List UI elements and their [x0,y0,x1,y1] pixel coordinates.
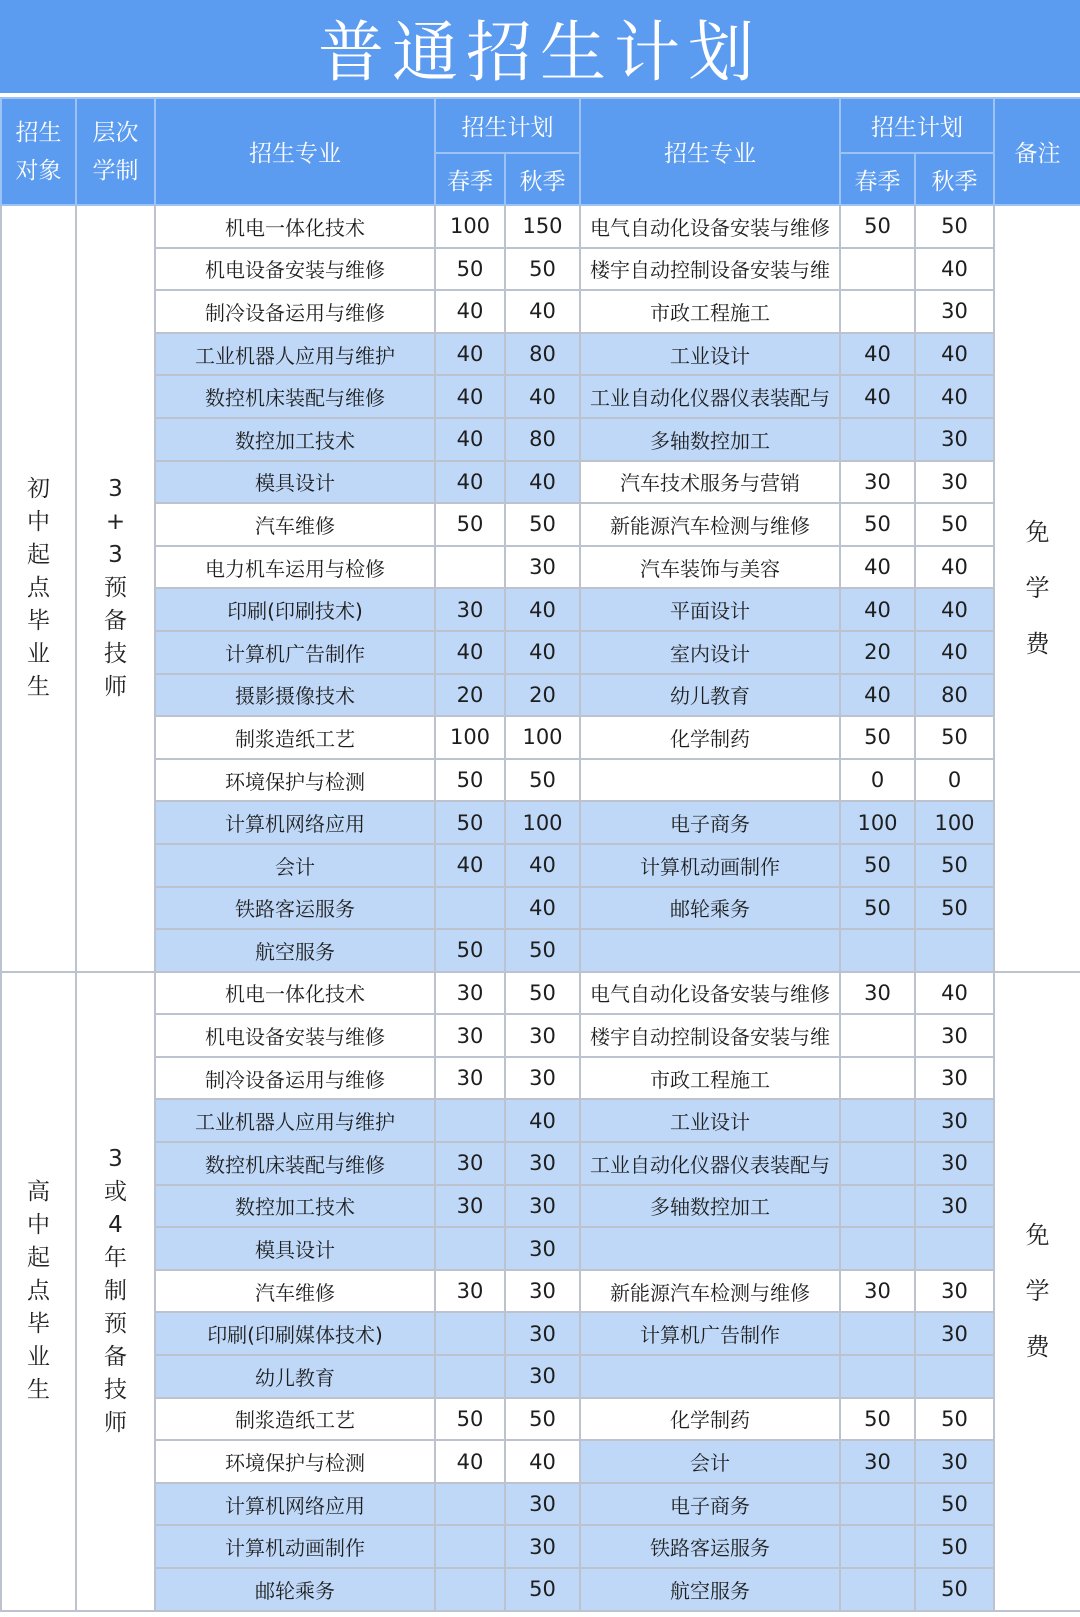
right-spring-cell: 0 [840,759,915,802]
right-major-cell: 楼宇自动控制设备安装与维 [580,248,840,291]
right-major-cell: 楼宇自动控制设备安装与维 [580,1014,840,1057]
left-spring-cell [435,1355,505,1398]
right-major-cell: 市政工程施工 [580,1057,840,1100]
left-major-cell: 汽车维修 [155,503,435,546]
right-major-cell: 平面设计 [580,588,840,631]
right-major-cell: 会计 [580,1440,840,1483]
left-spring-cell: 30 [435,1142,505,1185]
table-row [1,418,1080,461]
right-spring-cell: 50 [840,503,915,546]
left-major-cell: 模具设计 [155,461,435,504]
left-major-cell: 印刷(印刷技术) [155,588,435,631]
table-row [1,1312,1080,1355]
table-row [1,972,1080,1015]
left-spring-cell: 100 [435,205,505,248]
left-autumn-cell: 30 [505,1525,580,1568]
header-level-label: 层次 学制 [92,119,139,184]
right-spring-cell [840,1312,915,1355]
left-major-cell: 邮轮乘务 [155,1568,435,1611]
left-major-cell: 计算机网络应用 [155,1483,435,1526]
left-autumn-cell: 30 [505,1355,580,1398]
left-autumn-cell: 50 [505,929,580,972]
left-autumn-cell: 30 [505,1483,580,1526]
left-major-cell: 数控机床装配与维修 [155,1142,435,1185]
right-autumn-cell: 30 [915,1014,994,1057]
right-autumn-cell [915,929,994,972]
right-spring-cell: 50 [840,205,915,248]
right-spring-cell: 40 [840,674,915,717]
header-autumn-right: 秋季 [915,153,994,205]
left-major-cell: 印刷(印刷媒体技术) [155,1312,435,1355]
right-autumn-cell: 40 [915,588,994,631]
left-spring-cell: 40 [435,1440,505,1483]
left-autumn-cell: 40 [505,461,580,504]
right-autumn-cell: 0 [915,759,994,802]
left-major-cell: 铁路客运服务 [155,887,435,930]
left-autumn-cell: 30 [505,1270,580,1313]
right-autumn-cell: 50 [915,716,994,759]
right-major-cell: 电气自动化设备安装与维修 [580,205,840,248]
page-title: 普通招生计划 [0,0,1080,93]
group-level-cell: 3 + 3 预 备 技 师 [76,205,155,972]
right-major-cell: 汽车技术服务与营销 [580,461,840,504]
table-row [1,461,1080,504]
header-target [1,98,76,205]
left-autumn-cell: 30 [505,1057,580,1100]
right-spring-cell: 40 [840,333,915,376]
right-spring-cell [840,1099,915,1142]
right-major-cell: 工业自动化仪器仪表装配与 [580,1142,840,1185]
left-major-cell: 计算机动画制作 [155,1525,435,1568]
right-major-cell: 幼儿教育 [580,674,840,717]
group-target-cell: 初 中 起 点 毕 业 生 [1,205,76,972]
right-major-cell: 多轴数控加工 [580,1185,840,1228]
left-spring-cell: 50 [435,248,505,291]
left-major-cell: 计算机网络应用 [155,801,435,844]
group-level-cell: 3 或 4 年 制 预 备 技 师 [76,972,155,1611]
left-major-cell: 摄影摄像技术 [155,674,435,717]
table-row [1,333,1080,376]
left-spring-cell: 50 [435,929,505,972]
left-major-cell: 幼儿教育 [155,1355,435,1398]
enrollment-plan-table [0,97,1080,1612]
right-spring-cell: 20 [840,631,915,674]
right-autumn-cell: 30 [915,1185,994,1228]
left-major-cell: 制浆造纸工艺 [155,716,435,759]
left-autumn-cell: 20 [505,674,580,717]
right-spring-cell: 40 [840,546,915,589]
right-spring-cell [840,1185,915,1228]
left-spring-cell [435,1227,505,1270]
right-autumn-cell: 30 [915,1312,994,1355]
left-autumn-cell: 50 [505,503,580,546]
table-row [1,1525,1080,1568]
left-major-cell: 机电一体化技术 [155,205,435,248]
right-major-cell [580,1227,840,1270]
right-major-cell: 化学制药 [580,716,840,759]
right-autumn-cell: 30 [915,418,994,461]
right-major-cell: 电气自动化设备安装与维修 [580,972,840,1015]
table-row [1,631,1080,674]
right-autumn-cell: 30 [915,1142,994,1185]
right-autumn-cell: 40 [915,631,994,674]
left-spring-cell: 20 [435,674,505,717]
right-spring-cell [840,1057,915,1100]
table-row [1,1227,1080,1270]
right-major-cell: 计算机动画制作 [580,844,840,887]
left-spring-cell: 40 [435,844,505,887]
left-spring-cell [435,546,505,589]
right-major-cell: 化学制药 [580,1398,840,1441]
right-autumn-cell [915,1227,994,1270]
left-autumn-cell: 40 [505,375,580,418]
right-spring-cell: 50 [840,1398,915,1441]
right-autumn-cell: 40 [915,248,994,291]
right-spring-cell [840,1355,915,1398]
left-spring-cell: 100 [435,716,505,759]
group-remark-cell: 免 学 费 [994,972,1080,1611]
header-target-label: 招生 对象 [15,119,62,184]
left-spring-cell [435,1525,505,1568]
left-spring-cell: 40 [435,631,505,674]
right-autumn-cell [915,1355,994,1398]
right-spring-cell [840,1483,915,1526]
group-target-cell: 高 中 起 点 毕 业 生 [1,972,76,1611]
right-major-cell [580,929,840,972]
left-spring-cell: 40 [435,418,505,461]
right-autumn-cell: 50 [915,1568,994,1611]
table-row [1,375,1080,418]
right-major-cell: 计算机广告制作 [580,1312,840,1355]
left-major-cell: 航空服务 [155,929,435,972]
right-major-cell: 汽车装饰与美容 [580,546,840,589]
right-autumn-cell: 50 [915,503,994,546]
right-autumn-cell: 50 [915,1525,994,1568]
header-level [76,98,155,205]
left-autumn-cell: 30 [505,1142,580,1185]
left-autumn-cell: 80 [505,333,580,376]
header-autumn-left: 秋季 [505,153,580,205]
table-row [1,205,1080,248]
table-row [1,588,1080,631]
table-header [1,98,1080,205]
left-autumn-cell: 40 [505,588,580,631]
right-spring-cell: 50 [840,844,915,887]
left-major-cell: 环境保护与检测 [155,1440,435,1483]
right-autumn-cell: 30 [915,290,994,333]
left-major-cell: 汽车维修 [155,1270,435,1313]
right-major-cell: 工业设计 [580,333,840,376]
right-autumn-cell: 30 [915,1270,994,1313]
table-row [1,1355,1080,1398]
right-autumn-cell: 50 [915,844,994,887]
header-remark: 备注 [994,98,1080,205]
right-spring-cell [840,248,915,291]
right-major-cell [580,759,840,802]
right-autumn-cell: 40 [915,546,994,589]
left-autumn-cell: 30 [505,1312,580,1355]
right-spring-cell [840,1568,915,1611]
right-major-cell: 工业设计 [580,1099,840,1142]
left-autumn-cell: 40 [505,631,580,674]
right-major-cell: 邮轮乘务 [580,887,840,930]
right-autumn-cell: 30 [915,1057,994,1100]
right-major-cell: 铁路客运服务 [580,1525,840,1568]
left-spring-cell: 30 [435,1014,505,1057]
right-spring-cell: 30 [840,1270,915,1313]
right-spring-cell: 100 [840,801,915,844]
left-major-cell: 工业机器人应用与维护 [155,333,435,376]
left-autumn-cell: 150 [505,205,580,248]
right-autumn-cell: 40 [915,333,994,376]
table-row [1,1014,1080,1057]
left-spring-cell [435,1483,505,1526]
table-row [1,248,1080,291]
right-major-cell: 市政工程施工 [580,290,840,333]
left-major-cell: 制冷设备运用与维修 [155,1057,435,1100]
table-row [1,1099,1080,1142]
header-spring-left: 春季 [435,153,505,205]
left-spring-cell [435,1099,505,1142]
table-body [1,205,1080,1611]
left-autumn-cell: 50 [505,248,580,291]
header-major-left: 招生专业 [155,98,435,205]
right-major-cell: 工业自动化仪器仪表装配与 [580,375,840,418]
right-spring-cell [840,1014,915,1057]
left-autumn-cell: 40 [505,887,580,930]
left-spring-cell: 40 [435,333,505,376]
right-autumn-cell: 50 [915,1398,994,1441]
group-remark-cell: 免 学 费 [994,205,1080,972]
right-major-cell: 新能源汽车检测与维修 [580,503,840,546]
left-autumn-cell: 50 [505,972,580,1015]
right-autumn-cell: 50 [915,205,994,248]
table-row [1,759,1080,802]
table-row [1,716,1080,759]
table-row [1,929,1080,972]
left-autumn-cell: 50 [505,759,580,802]
left-major-cell: 环境保护与检测 [155,759,435,802]
table-row [1,1142,1080,1185]
table-row [1,1057,1080,1100]
right-major-cell: 航空服务 [580,1568,840,1611]
right-major-cell: 室内设计 [580,631,840,674]
table-row [1,503,1080,546]
table-row [1,290,1080,333]
left-autumn-cell: 100 [505,801,580,844]
left-spring-cell: 50 [435,1398,505,1441]
header-spring-right: 春季 [840,153,915,205]
table-row [1,1398,1080,1441]
right-spring-cell: 50 [840,716,915,759]
left-autumn-cell: 40 [505,844,580,887]
left-spring-cell: 40 [435,461,505,504]
left-autumn-cell: 40 [505,290,580,333]
left-spring-cell: 30 [435,972,505,1015]
left-major-cell: 电力机车运用与检修 [155,546,435,589]
right-spring-cell [840,1227,915,1270]
right-spring-cell [840,418,915,461]
table-row [1,844,1080,887]
left-spring-cell: 50 [435,801,505,844]
left-spring-cell [435,1312,505,1355]
left-major-cell: 工业机器人应用与维护 [155,1099,435,1142]
right-spring-cell [840,929,915,972]
left-autumn-cell: 40 [505,1440,580,1483]
table-row [1,546,1080,589]
left-autumn-cell: 30 [505,1227,580,1270]
right-major-cell [580,1355,840,1398]
right-autumn-cell: 50 [915,1483,994,1526]
left-spring-cell [435,887,505,930]
left-spring-cell [435,1568,505,1611]
left-autumn-cell: 50 [505,1398,580,1441]
right-autumn-cell: 30 [915,1099,994,1142]
left-autumn-cell: 50 [505,1568,580,1611]
table-row [1,1568,1080,1611]
left-spring-cell: 30 [435,588,505,631]
right-spring-cell: 30 [840,461,915,504]
left-major-cell: 制浆造纸工艺 [155,1398,435,1441]
right-spring-cell: 40 [840,375,915,418]
left-major-cell: 计算机广告制作 [155,631,435,674]
right-spring-cell: 30 [840,1440,915,1483]
left-spring-cell: 40 [435,290,505,333]
right-spring-cell [840,290,915,333]
left-autumn-cell: 30 [505,1185,580,1228]
right-spring-cell [840,1525,915,1568]
left-autumn-cell: 80 [505,418,580,461]
header-plan-left: 招生计划 [435,98,580,153]
left-spring-cell: 50 [435,759,505,802]
left-spring-cell: 40 [435,375,505,418]
left-autumn-cell: 30 [505,1014,580,1057]
right-spring-cell [840,1142,915,1185]
right-major-cell: 电子商务 [580,801,840,844]
left-major-cell: 数控机床装配与维修 [155,375,435,418]
table-row [1,1440,1080,1483]
right-autumn-cell: 100 [915,801,994,844]
table-row [1,1270,1080,1313]
left-major-cell: 制冷设备运用与维修 [155,290,435,333]
table-row [1,1483,1080,1526]
right-autumn-cell: 40 [915,972,994,1015]
left-major-cell: 数控加工技术 [155,1185,435,1228]
left-spring-cell: 30 [435,1057,505,1100]
right-major-cell: 多轴数控加工 [580,418,840,461]
left-major-cell: 机电设备安装与维修 [155,248,435,291]
right-autumn-cell: 80 [915,674,994,717]
right-autumn-cell: 50 [915,887,994,930]
left-major-cell: 会计 [155,844,435,887]
left-autumn-cell: 40 [505,1099,580,1142]
table-row [1,801,1080,844]
left-spring-cell: 30 [435,1270,505,1313]
table-row [1,887,1080,930]
right-spring-cell: 50 [840,887,915,930]
header-major-right: 招生专业 [580,98,840,205]
right-autumn-cell: 30 [915,1440,994,1483]
left-spring-cell: 50 [435,503,505,546]
left-autumn-cell: 30 [505,546,580,589]
table-row [1,1185,1080,1228]
left-major-cell: 机电设备安装与维修 [155,1014,435,1057]
right-spring-cell: 30 [840,972,915,1015]
header-plan-right: 招生计划 [840,98,994,153]
right-spring-cell: 40 [840,588,915,631]
left-spring-cell: 30 [435,1185,505,1228]
table-row [1,674,1080,717]
left-major-cell: 数控加工技术 [155,418,435,461]
right-autumn-cell: 40 [915,375,994,418]
left-major-cell: 模具设计 [155,1227,435,1270]
right-major-cell: 电子商务 [580,1483,840,1526]
left-autumn-cell: 100 [505,716,580,759]
right-autumn-cell: 30 [915,461,994,504]
left-major-cell: 机电一体化技术 [155,972,435,1015]
right-major-cell: 新能源汽车检测与维修 [580,1270,840,1313]
